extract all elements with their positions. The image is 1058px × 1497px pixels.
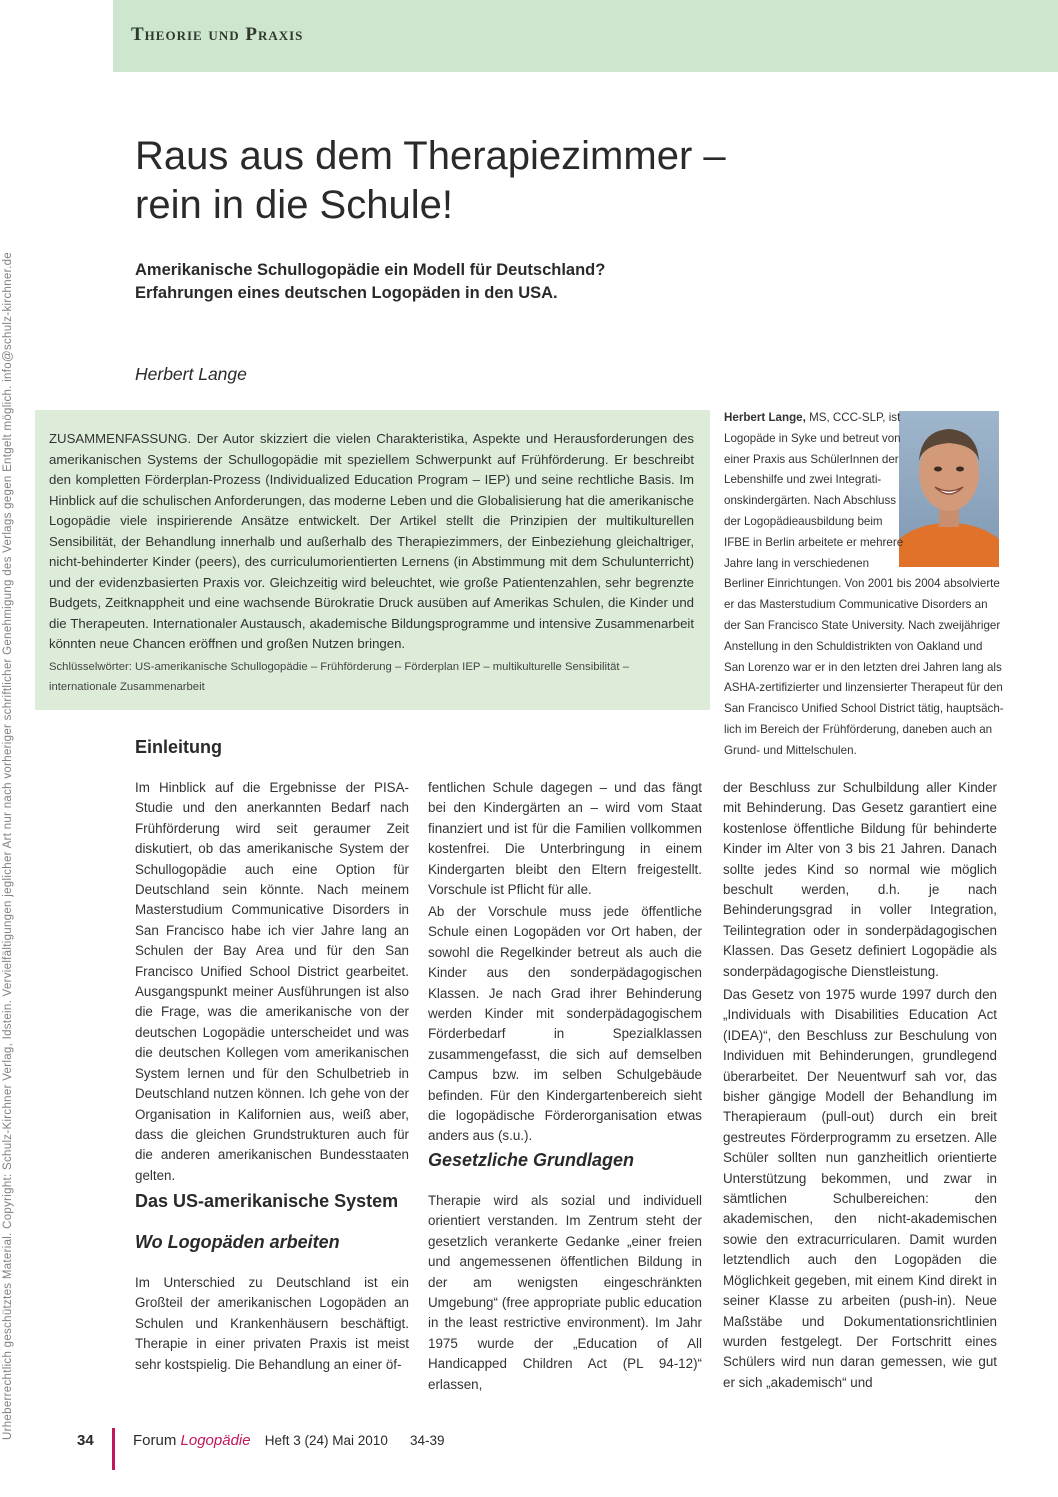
bio-line: San Francisco Unified School District tätig, hauptsäch- [724, 702, 1004, 716]
heading-gesetzliche-grundlagen: Gesetzliche Grundlagen [428, 1150, 635, 1170]
page-footer [0, 1420, 1058, 1497]
bio-line: Logopäde in Syke und betreut von [724, 431, 901, 445]
section-header-band [113, 0, 1058, 72]
bio-line: Berliner Einrichtungen. Von 2001 bis 2004 absolvierte [724, 577, 1000, 591]
subtitle-line-2: Erfahrungen eines deutschen Logopäden in den USA. [135, 284, 558, 302]
bio-line-text: MS, CCC-SLP, ist [809, 411, 901, 424]
bio-line: der Logopädieausbildung beim [724, 514, 883, 528]
bio-line: Grund- und Mittelschulen. [724, 743, 857, 757]
journal-name: Forum [133, 1432, 177, 1449]
heading-wo-logopaeden: Wo Logopäden arbeiten [135, 1232, 340, 1252]
author-bio [724, 408, 1008, 762]
bio-line: einer Praxis aus SchülerInnen der [724, 452, 899, 466]
bio-line: Anstellung in den Schuldistrikten von Oakland und [724, 639, 983, 653]
bio-line: Lebenshilfe und zwei Integrati- [724, 473, 882, 487]
abstract-text: ZUSAMMENFASSUNG. Der Autor skizziert die vielen Charakteristika, Aspekte und Herausforderungen des amerikanischen Systems der Schullogopädie mit speziellem Schwerpunkt auf Frühförderung. Er beschreibt den kompletten Förderplan-Prozess (Individualized Education Program – IEP) und seine rechtliche Basis. Im Hinblick auf die schulischen Anforderungen, das moderne Leben und die Globalisierung hat die amerikanische Logopädie viele inspirierende Ansätze entwickelt. Der Artikel stellt die Prinzipien der multikulturellen Sensibilität, der Behandlung innerhalb und außerhalb des Therapiezimmers, der Einbeziehung gleichaltriger, nicht-behinderter Kinder (peers), des curriculumorientierten Lernens (in Abstimmung mit dem Schulunterricht) und der evidenzbasierten Praxis vor. Gleichzeitig wird beleuchtet, wie große Patientenzahlen, sehr begrenzte Budgets, Zeitknappheit und eine wachsende Bürokratie Druck ausüben auf Amerikas Schulen, die Kinder und die Therapeuten. Internationaler Austausch, akademische Bildungsprogramme und intensive Zusammenarbeit könnten neue Chancen eröffnen und großen Nutzen bringen. [49, 431, 694, 651]
abstract-box [35, 410, 710, 710]
title-line-1: Raus aus dem Therapiezimmer – [135, 134, 726, 178]
keywords: Schlüsselwörter: US-amerikanische Schullogopädie – Frühförderung – Förderplan IEP – multikulturelle Sensibilität – internationale Zusammenarbeit [49, 661, 629, 693]
page-range: 34-39 [410, 1433, 445, 1448]
journal-info [133, 1432, 445, 1449]
heading-einleitung: Einleitung [135, 737, 222, 757]
col2-paragraph-1: fentlichen Schule dagegen – und das fängt bei den Kindergärten an – wird vom Staat finanziert und ist für die Familien vollkommen kostenfrei. Die Unterbringung in einem Kindergarten bleibt den Eltern freigestellt. Vorschule ist Pflicht für alle. [428, 780, 702, 898]
bio-line: der San Francisco State University. Nach zweijähriger [724, 618, 1001, 632]
section-label: Theorie und Praxis [131, 24, 304, 45]
bio-line: IFBE in Berlin arbeitete er mehrere [724, 535, 904, 549]
subtitle-line-1: Amerikanische Schullogopädie ein Modell für Deutschland? [135, 261, 606, 279]
col2-paragraph-3: Therapie wird als sozial und individuell orientiert verstanden. Im Zentrum steht der gesetzlich verankerte Gedanke „einer freien und angemessenen öffentlichen Bildung in der am wenigsten eingeschränkten Umgebung“ (free appropriate public education in the least restrictive environment). Im Jahr 1975 wurde der „Education of All Handicapped Children Act (PL 94-12)“ erlassen, [428, 1193, 702, 1392]
col3-paragraph-2: Das Gesetz von 1975 wurde 1997 durch den „Individuals with Disabilities Education Act (IDEA)“, den Beschluss zur Beschulung von Individuen mit Behinderungen, grundlegend überarbeitet. Der Neuentwurf sah vor, das bisher gängige Modell der Behandlung im Therapieraum (pull-out) durch ein breit gestreutes Förderprogramm zu ersetzen. Alle Schüler sollten nun ganzheitlich orientierte Unterstützung bekommen, und zwar in sämtlichen Schulbereichen: den akademischen, den nicht-akademischen sowie den extracurricularen. Damit wurden letztendlich auch den Logopäden die Möglichkeit gegeben, mit einem Kind direkt in seiner Klasse zu arbeiten (push-in). Neue Maßstäbe und Dokumentationsrichtlinien wurden festgelegt. Der Fortschritt eines Schülers wird nun daran gemessen, wie gut er sich „akademisch“ und [723, 987, 997, 1390]
issue-info: Heft 3 (24) Mai 2010 [264, 1433, 388, 1448]
bio-line: lich im Bereich der Frühförderung, daneben auch an [724, 722, 993, 736]
title-line-2: rein in die Schule! [135, 183, 453, 227]
article-subtitle [135, 259, 775, 305]
page-number: 34 [77, 1432, 94, 1449]
bio-line [724, 408, 1008, 429]
heading-us-system: Das US-amerikanische System [135, 1191, 399, 1211]
col1-paragraph-2: Im Unterschied zu Deutschland ist ein Großteil der amerikanischen Logopäden an Schulen und Krankenhäusern beschäftigt. Therapie in einer privaten Praxis ist meist sehr kostspielig. Die Behandlung an einer öf- [135, 1275, 409, 1372]
copyright-notice: Urheberrechtlich geschütztes Material. Copyright: Schulz-Kirchner Verlag, Idstein. Vervielfältigungen jeglicher Art nur nach vorheriger schriftlicher Genehmigung des Verlags gegen Entgelt möglich. info@schulz-kirchner.de [2, 252, 14, 1440]
col3-paragraph-1: der Beschluss zur Schulbildung aller Kinder mit Behinderung. Das Gesetz garantiert eine kostenlose öffentliche Bildung für behinderte Kinder im Alter von 3 bis 21 Jahren. Danach sollte jedes Kind so normal wie möglich beschult werden, d.h. je nach Behinderungsgrad in voller Integration, Teilintegration oder in sonderpädagogischen Klassen. Das Gesetz definiert Logopädie als sonderpädagogische Dienstleistung. [723, 780, 997, 979]
bio-name: Herbert Lange, [724, 411, 806, 424]
footer-divider [112, 1428, 115, 1470]
bio-line: Jahre lang in verschiedenen [724, 556, 870, 570]
col2-paragraph-2: Ab der Vorschule muss jede öffentliche Schule einen Logopäden vor Ort haben, der sowohl die Regelkinder betreut als auch die Kinder aus den sonderpädagogischen Klassen. Je nach Grad ihrer Behinderung werden Kinder mit sonderpädagogischem Förderbedarf in Spezialklassen zusammengefasst, die sich auf demselben Campus bzw. im selben Schulgebäude befinden. Für den Kindergartenbereich sieht die logopädische Förderorganisation etwas anders aus (s.u.). [428, 904, 702, 1144]
article-author: Herbert Lange [135, 364, 247, 384]
bio-line: onskindergärten. Nach Abschluss [724, 494, 897, 508]
journal-name-accent: Logopädie [180, 1432, 251, 1449]
bio-line: San Lorenzo war er in den letzten drei Jahren lang als [724, 660, 1002, 674]
bio-line: ASHA-zertifizierter und linzensierter Therapeut für den [724, 681, 1003, 695]
bio-line: er das Masterstudium Communicative Disorders an [724, 598, 988, 612]
article-title [135, 132, 775, 230]
col1-paragraph-1: Im Hinblick auf die Ergebnisse der PISA-Studie und den anerkannten Bedarf nach Frühförderung wird seit geraumer Zeit diskutiert, ob das amerikanische System der Schullogopädie auch eine Option für Deutschland sein könnte. Nach meinem Masterstudium Communicative Disorders in San Francisco habe ich vier Jahre lang an Schulen der Bay Area und für den San Francisco Unified School District gearbeitet. Ausgangspunkt meiner Ausführungen ist also die Frage, was die amerikanische von der deutschen Logopädie unterscheidet und was die deutschen Kollegen vom amerikanischen System lernen und für den Schulbetrieb in Deutschland nutzen können. Ich gehe von der Organisation in Kalifornien aus, weiß aber, dass die gleichen Grundstrukturen auch für die anderen amerikanischen Bundesstaaten gelten. [135, 780, 409, 1183]
